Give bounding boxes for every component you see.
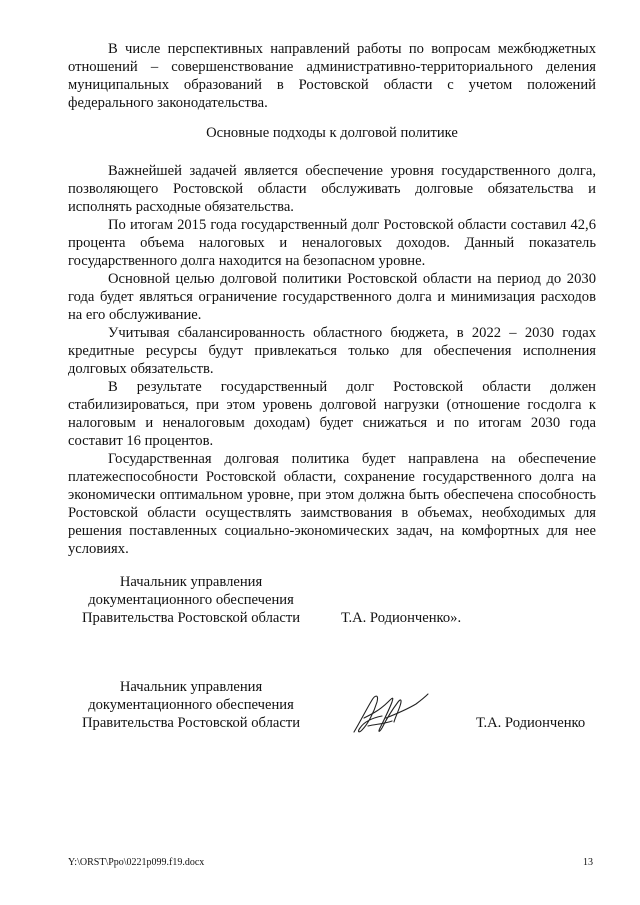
signature-block-first [68,573,314,627]
signatory-title-line: Начальник управления [119,574,263,590]
paragraph-credit-resources: Учитывая сбалансированность областного бюджета, в 2022 – 2030 годах кредитные ресурсы будут привлекаться только для обеспечения исполнения долговых обязательств. [68,325,596,377]
page-number: 13 [583,857,593,868]
signatory-title-line: документационного обеспечения [88,697,294,713]
signatory-title-line: Начальник управления [119,679,263,695]
handwritten-signature [346,688,434,738]
signature-block-second [68,678,314,732]
signatory-name-second: Т.А. Родионченко [476,715,586,731]
signatory-title-line: Правительства Ростовской области [81,610,301,626]
section-heading: Основные подходы к долговой политике [206,125,458,141]
file-path: Y:\ORST\Ppo\0221p099.f19.docx [68,857,205,868]
signatory-name-first: Т.А. Родионченко». [341,610,462,626]
paragraph-main-task: Важнейшей задачей является обеспечение уровня государственного долга, позволяющего Ростовской области обслуживать долговые обязательства и исполнять расходные обязательства. [68,163,596,215]
paragraph-interbudget: В числе перспективных направлений работы по вопросам межбюджетных отношений – совершенствование административно-территориального деления муниципальных образований в Ростовской области с учетом положений федерального законодательства. [68,41,596,111]
signatory-title-line: документационного обеспечения [88,592,294,608]
paragraph-debt-policy: Государственная долговая политика будет направлена на обеспечение платежеспособности Ростовской области, сохранение государственного долга на экономически оптимальном уровне, при этом должна быть обеспечена способность Ростовской области осуществлять заимствования в объемах, необходимых для решения поставленных социально-экономических задач, на комфортных для нее условиях. [68,451,596,557]
paragraph-2015-results: По итогам 2015 года государственный долг Ростовской области составил 42,6 процента объема налоговых и неналоговых доходов. Данный показатель государственного долга находится на безопасном уровне. [68,217,596,269]
paragraph-debt-result: В результате государственный долг Ростовской области должен стабилизироваться, при этом уровень долговой нагрузки (отношение госдолга к налоговым и неналоговым доходам) будет снижаться и по итогам 2030 года составит 16 процентов. [68,379,596,449]
signatory-title-line: Правительства Ростовской области [81,715,301,731]
paragraph-main-goal: Основной целью долговой политики Ростовской области на период до 2030 года будет являться ограничение государственного долга и минимизация расходов на его обслуживание. [68,271,596,323]
